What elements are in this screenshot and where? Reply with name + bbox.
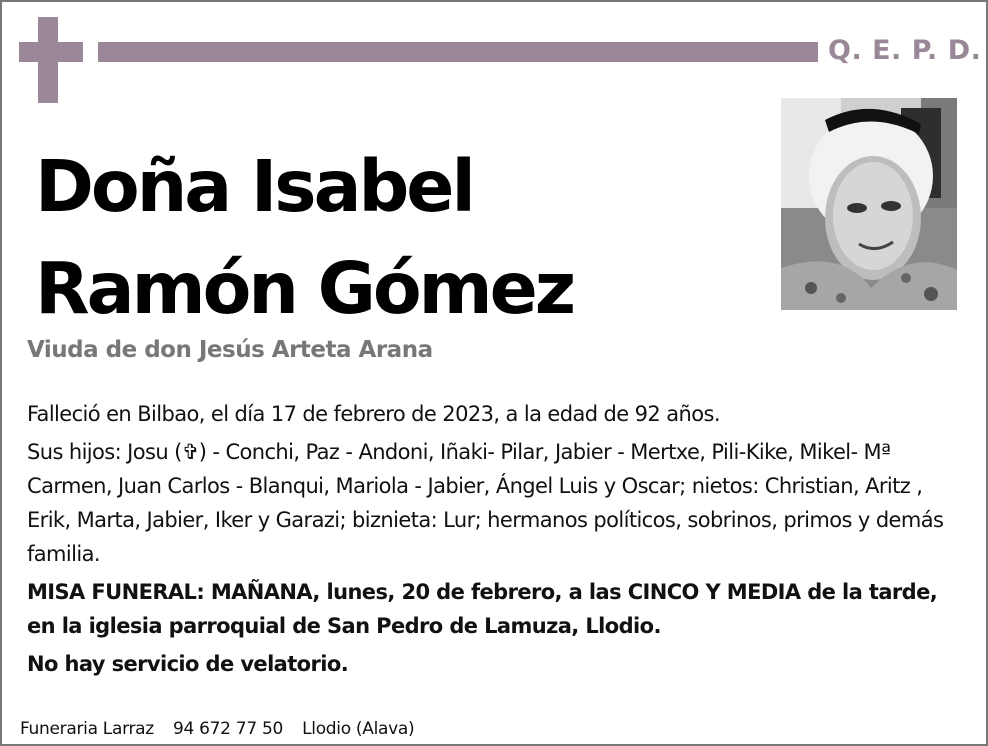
header-rule [98, 42, 818, 62]
footer [20, 719, 428, 739]
phone-number: 94 672 77 50 [173, 719, 283, 739]
name-line-2: Ramón Gómez [35, 247, 574, 330]
portrait-image [781, 98, 957, 310]
cross-icon-bar [19, 42, 83, 62]
name-line-1: Doña Isabel [35, 145, 473, 228]
no-wake: No hay servicio de velatorio. [27, 652, 349, 676]
widow-line: Viuda de don Jesús Arteta Arana [27, 337, 433, 363]
family-rest: ) - Conchi, Paz - Andoni, Iñaki- Pilar, Jabier - Mertxe, Pili-Kike, Mikel- Mª Carmen, Juan Carlos - Blanqui, Mariola - Jabier, Ángel Luis y Oscar; nietos: Christian, Aritz , Erik, Marta, Jabier, Iker y Garazi; biznieta: Lur; hermanos políticos, sobrinos, primos y demás familia. [27, 440, 944, 566]
family-prefix: Sus hijos: Josu ( [27, 440, 182, 464]
family-list [27, 435, 967, 571]
deceased-name [35, 136, 573, 340]
portrait-photo [781, 98, 957, 310]
funeral-home: Funeraria Larraz [20, 719, 154, 739]
funeral-mass: MISA FUNERAL: MAÑANA, lunes, 20 de febrero, a las CINCO Y MEDIA de la tarde, en la iglesia parroquial de San Pedro de Lamuza, Llodio. [27, 580, 938, 638]
notice-body [27, 397, 967, 681]
footer-location: Llodio (Alava) [302, 719, 415, 739]
death-statement: Falleció en Bilbao, el día 17 de febrero de 2023, a la edad de 92 años. [27, 402, 720, 426]
qepd-label: Q. E. P. D. [828, 35, 982, 66]
deceased-cross-icon: ✞ [181, 440, 199, 464]
